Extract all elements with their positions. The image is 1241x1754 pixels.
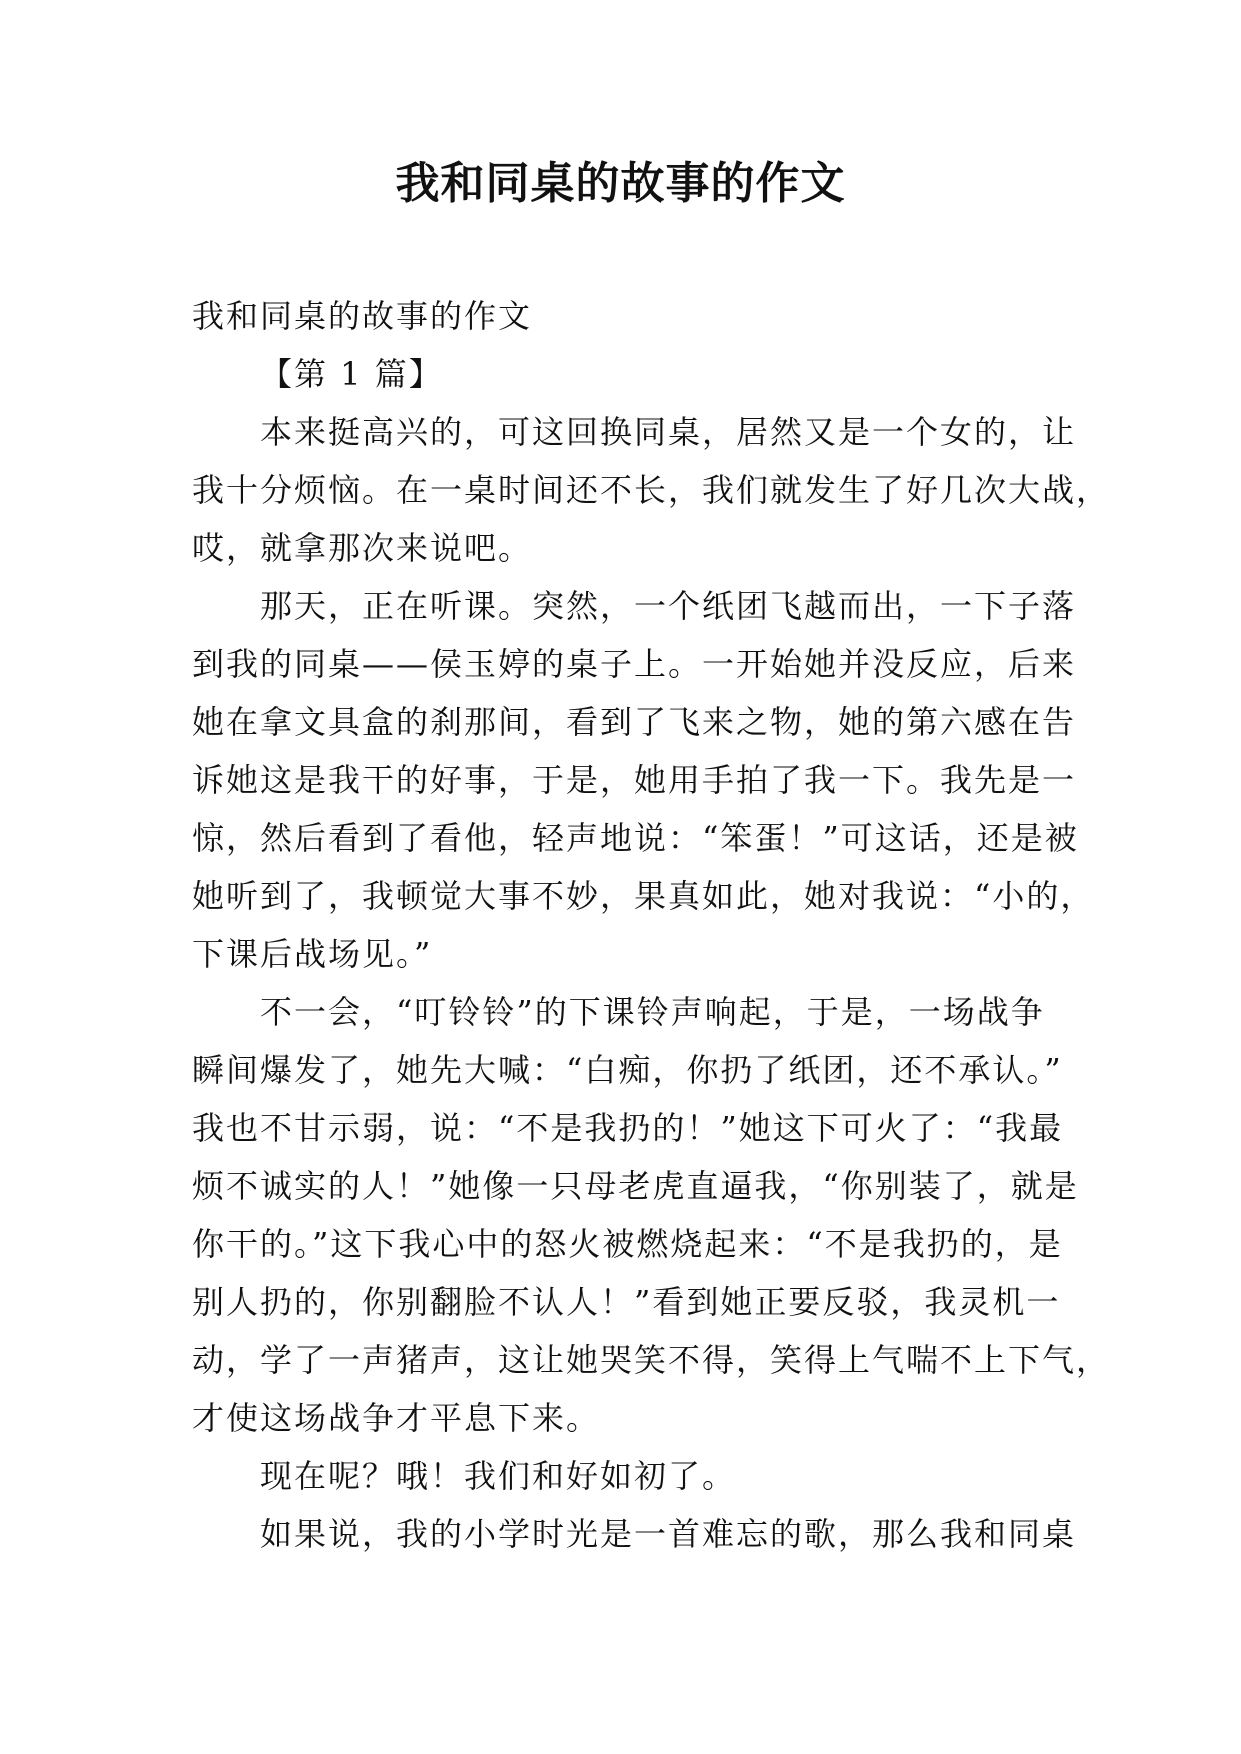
body-line: 诉她这是我干的好事，于是，她用手拍了我一下。我先是一 [192,761,1077,799]
body-line: 你干的。”这下我心中的怒火被燃烧起来：“不是我扔的，是 [192,1225,1063,1263]
body-line-subtitle: 我和同桌的故事的作文 [192,297,533,335]
body-line: 她听到了，我顿觉大事不妙，果真如此，她对我说：“小的， [192,877,1095,915]
document-body [192,287,1111,1563]
body-line: 现在呢？哦！我们和好如初了。 [260,1457,737,1495]
body-line: 不一会，“叮铃铃”的下课铃声响起，于是，一场战争 [260,993,1045,1031]
body-line: 如果说，我的小学时光是一首难忘的歌，那么我和同桌 [260,1515,1077,1553]
body-line: 我十分烦恼。在一桌时间还不长，我们就发生了好几次大战， [192,471,1111,509]
body-line: 别人扔的，你别翻脸不认人！”看到她正要反驳，我灵机一 [192,1283,1061,1321]
body-line: 瞬间爆发了，她先大喊：“白痴，你扔了纸团，还不承认。” [192,1051,1063,1089]
body-line: 哎，就拿那次来说吧。 [192,529,533,567]
body-line: 烦不诚实的人！”她像一只母老虎直逼我，“你别装了，就是 [192,1167,1079,1205]
body-line: 我也不甘示弱，说：“不是我扔的！”她这下可火了：“我最 [192,1109,1064,1147]
body-line: 本来挺高兴的，可这回换同桌，居然又是一个女的，让 [260,413,1077,451]
body-line-section-heading: 【第 1 篇】 [260,355,443,393]
body-line: 那天，正在听课。突然，一个纸团飞越而出，一下子落 [260,587,1077,625]
body-line: 到我的同桌——侯玉婷的桌子上。一开始她并没反应，后来 [192,645,1077,683]
body-line: 才使这场战争才平息下来。 [192,1399,601,1437]
body-line: 动，学了一声猪声，这让她哭笑不得，笑得上气喘不上下气， [192,1341,1111,1379]
body-line: 惊，然后看到了看他，轻声地说：“笨蛋！”可这话，还是被 [192,819,1079,857]
body-line: 她在拿文具盒的刹那间，看到了飞来之物，她的第六感在告 [192,703,1077,741]
document-title: 我和同桌的故事的作文 [395,158,846,209]
body-line: 下课后战场见。” [192,935,433,973]
